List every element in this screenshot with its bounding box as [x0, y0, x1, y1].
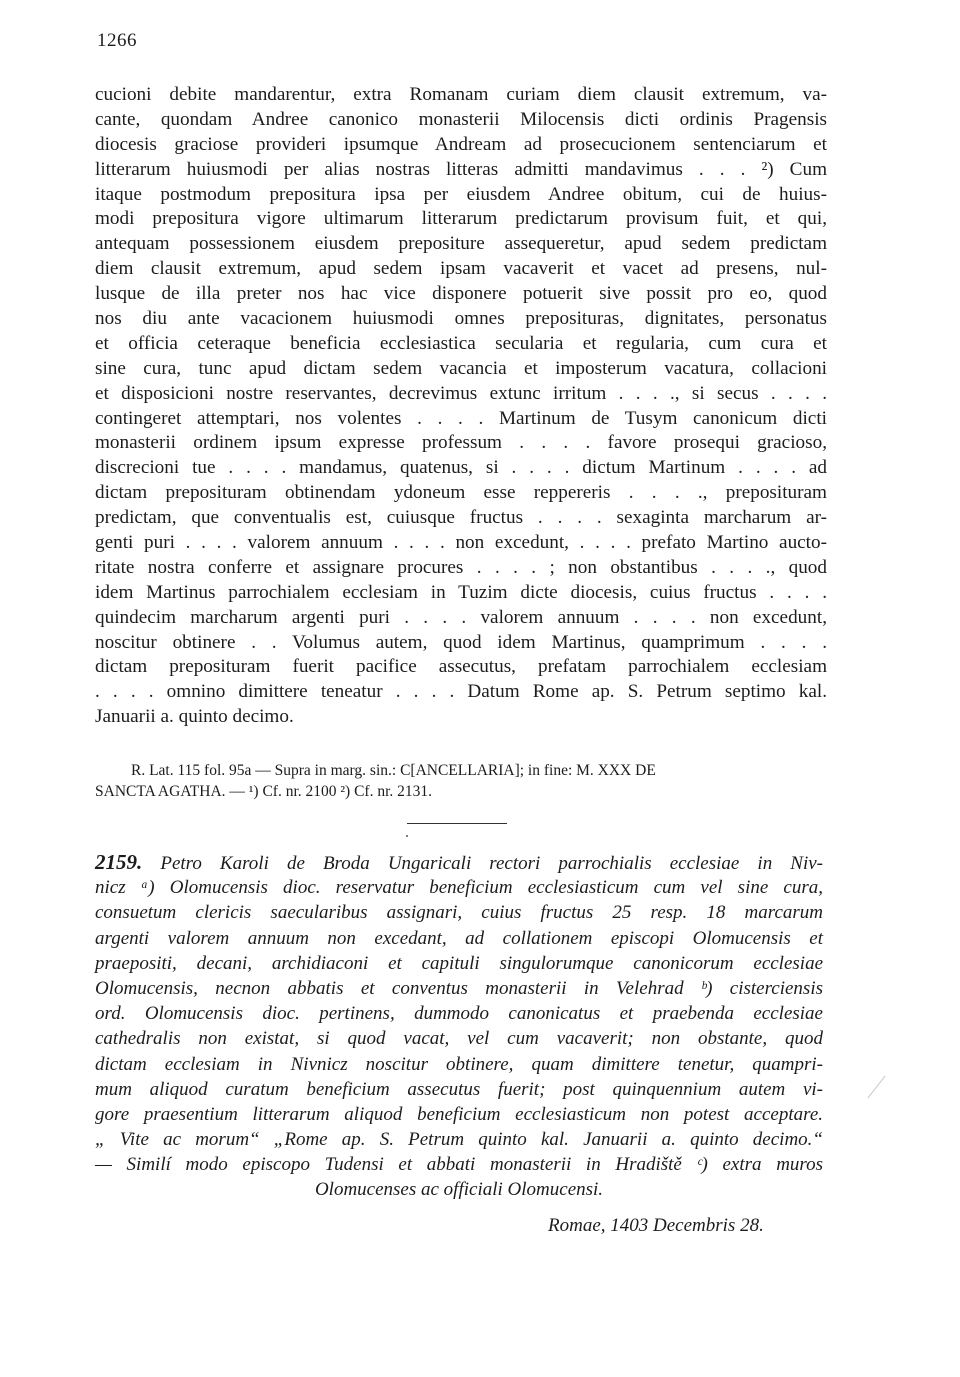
entry-line: mum aliquod curatum beneficium assecutus fuerit; post quinquennium autem vi- — [95, 1078, 823, 1100]
entry-date: Romae, 1403 Decembris 28. — [548, 1215, 764, 1236]
entry-line: consuetum clericis saecularibus assignari, cuius fructus 25 resp. 18 marcarum — [95, 902, 823, 924]
regest-entry — [95, 850, 823, 1203]
entry-line: ord. Olomucensis dioc. pertinens, dummodo canonicatus et praebenda ecclesiae — [95, 1003, 823, 1025]
body-line: dictam preposituram obtinendam ydoneum esse reppereris . . . ., preposituram — [95, 482, 827, 504]
body-line: modi prepositura vigore ultimarum litterarum predictarum provisum fuit, et qui, — [95, 208, 827, 230]
body-line: monasterii ordinem ipsum expresse professum . . . . favore prosequi gracioso, — [95, 432, 827, 454]
body-line: cucioni debite mandarentur, extra Romanam curiam diem clausit extremum, va- — [95, 84, 827, 105]
body-line: dictam preposituram fuerit pacifice assecutus, prefatam parrochialem ecclesiam — [95, 656, 827, 678]
body-line: nos diu ante vacacionem huiusmodi omnes preposituras, dignitates, personatus — [95, 308, 827, 330]
body-line: et disposicioni nostre reservantes, decrevimus extunc irritum . . . ., si secus . . . . — [95, 382, 827, 404]
body-line: . . . . omnino dimittere teneatur . . . . Datum Rome ap. S. Petrum septimo kal. — [95, 681, 827, 703]
divider-dot — [406, 835, 408, 837]
document-body — [95, 83, 827, 730]
body-line: itaque postmodum prepositura ipsa per eiusdem Andree obitum, cui de huius- — [95, 183, 827, 205]
entry-number: 2159. — [95, 850, 143, 874]
body-line: et officia ceteraque beneficia ecclesiastica secularia et regularia, cum cura et — [95, 332, 827, 354]
body-line: antequam possessionem eiusdem prepositure assequeretur, apud sedem predictam — [95, 233, 827, 255]
entry-line: praepositi, decani, archidiaconi et capituli singulorumque canonicorum ecclesiae — [95, 952, 823, 974]
body-line: ritate nostra conferre et assignare procures . . . . ; non obstantibus . . . ., quod — [95, 556, 827, 578]
body-line: litterarum huiusmodi per alias nostras litteras admitti mandavimus . . . ²) Cum — [95, 158, 827, 180]
body-line: contingeret attemptari, nos volentes . . . . Martinum de Tusym canonicum dicti — [95, 407, 827, 429]
section-divider — [407, 823, 507, 824]
body-line: quindecim marcharum argenti puri . . . . valorem annuum . . . . non excedunt, — [95, 606, 827, 628]
entry-heading: Petro Karoli de Broda Ungaricali rectori parrochialis ecclesiae in Niv- — [160, 853, 824, 874]
body-line: lusque de illa preter nos hac vice disponere potuerit sive possit pro eo, quod — [95, 283, 827, 305]
body-line: sine cura, tunc apud dictam sedem vacancia et imposterum vacatura, collacioni — [95, 357, 827, 379]
note-line: SANCTA AGATHA. — ¹) Cf. nr. 2100 ²) Cf. nr. 2131. — [95, 783, 433, 800]
source-note — [95, 760, 827, 802]
entry-line: Olomucensis, necnon abbatis et conventus monasterii in Velehrad ᵇ) cisterciensis — [95, 977, 823, 999]
body-line: Januarii a. quinto decimo. — [95, 706, 294, 728]
entry-first-line — [95, 850, 823, 875]
body-line: noscitur obtinere . . Volumus autem, quod idem Martinus, quamprimum . . . . — [95, 631, 827, 653]
body-line: discrecioni tue . . . . mandamus, quatenus, si . . . . dictum Martinum . . . . ad — [95, 457, 827, 479]
margin-mark — [867, 1076, 885, 1099]
body-line: diocesis graciose provideri ipsumque Andream ad prosecucionem sentenciarum et — [95, 133, 827, 155]
page-number: 1266 — [97, 30, 137, 51]
body-line: idem Martinus parrochialem ecclesiam in Tuzim dicte diocesis, cuius fructus . . . . — [95, 581, 827, 603]
entry-line: argenti valorem annuum non excedant, ad collationem episcopi Olomucensis et — [95, 927, 823, 949]
entry-line: cathedralis non existat, si quod vacat, vel cum vacaverit; non obstante, quod — [95, 1028, 823, 1050]
entry-line: „ Vite ac morum“ „Rome ap. S. Petrum quinto kal. Januarii a. quinto decimo.“ — [95, 1129, 823, 1151]
note-line: R. Lat. 115 fol. 95a — Supra in marg. sin.: C[ANCELLARIA]; in fine: M. XXX DE — [131, 762, 656, 779]
entry-line: dictam ecclesiam in Nivnicz noscitur obtinere, quam dimittere tenetur, quampri- — [95, 1053, 823, 1075]
entry-line: gore praesentium litterarum aliquod beneficium ecclesiasticum non potest acceptare. — [95, 1103, 823, 1125]
body-line: diem clausit extremum, apud sedem ipsam vacaverit et vacet ad presens, nul- — [95, 258, 827, 280]
body-line: cante, quondam Andree canonico monasterii Milocensis dicti ordinis Pragensis — [95, 108, 827, 130]
entry-line: nicz ᵃ) Olomucensis dioc. reservatur beneficium ecclesiasticum cum vel sine cura, — [95, 877, 823, 899]
body-line: genti puri . . . . valorem annuum . . . . non excedunt, . . . . prefato Martino aucto- — [95, 532, 827, 554]
entry-line: — Similí modo episcopo Tudensi et abbati monasterii in Hradiště ᶜ) extra muros — [95, 1154, 823, 1176]
body-line: predictam, que conventualis est, cuiusque fructus . . . . sexaginta marcharum ar- — [95, 507, 827, 529]
entry-line: Olomucenses ac officiali Olomucensi. — [314, 1179, 604, 1201]
